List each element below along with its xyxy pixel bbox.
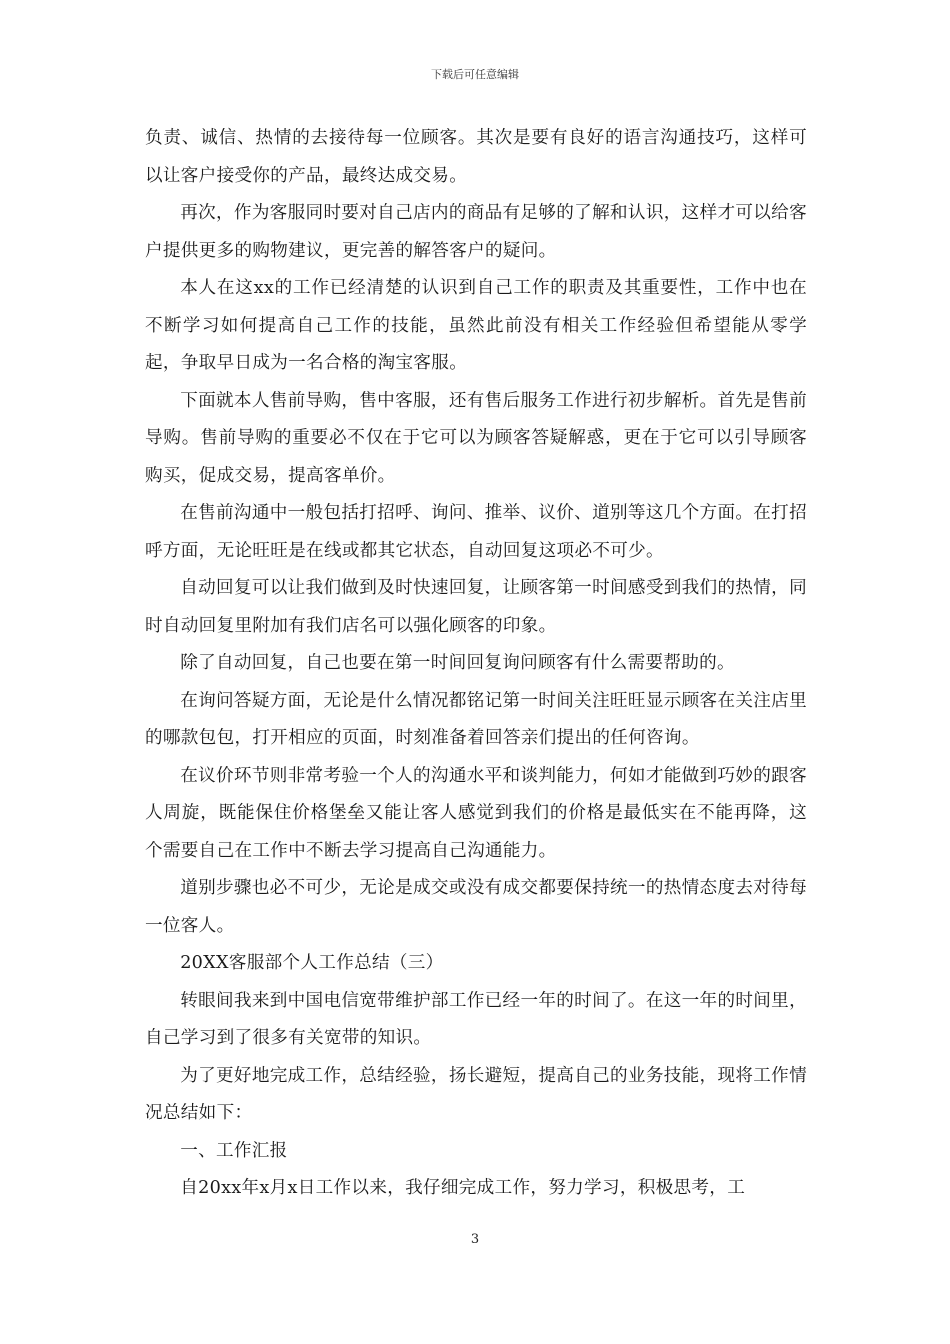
paragraph: 转眼间我来到中国电信宽带维护部工作已经一年的时间了。在这一年的时间里，自己学习到了很多有关宽带的知识。 xyxy=(145,990,807,1048)
paragraph: 在售前沟通中一般包括打招呼、询问、推举、议价、道别等这几个方面。在打招呼方面，无论旺旺是在线或都其它状态，自动回复这项必不可少。 xyxy=(145,503,807,561)
paragraph: 为了更好地完成工作，总结经验，扬长避短，提高自己的业务技能，现将工作情况总结如下： xyxy=(145,1065,807,1123)
page-number: 3 xyxy=(470,1232,480,1247)
paragraph: 自20xx年x月x日工作以来，我仔细完成工作，努力学习，积极思考，工 xyxy=(180,1178,746,1198)
page-header: 下载后可任意编辑 xyxy=(431,68,519,81)
paragraph: 在议价环节则非常考验一个人的沟通水平和谈判能力，何如才能做到巧妙的跟客人周旋，既能保住价格堡垒又能让客人感觉到我们的价格是最低实在不能再降，这个需要自己在工作中不断去学习提高自己沟通能力。 xyxy=(145,765,807,861)
paragraph: 负责、诚信、热情的去接待每一位顾客。其次是要有良好的语言沟通技巧，这样可以让客户接受你的产品，最终达成交易。 xyxy=(145,128,807,186)
document-body xyxy=(145,120,807,1208)
paragraph: 自动回复可以让我们做到及时快速回复，让顾客第一时间感受到我们的热情，同时自动回复里附加有我们店名可以强化顾客的印象。 xyxy=(145,578,807,636)
paragraph: 道别步骤也必不可少，无论是成交或没有成交都要保持统一的热情态度去对待每一位客人。 xyxy=(145,878,807,936)
subsection-heading: 一、工作汇报 xyxy=(180,1140,288,1161)
paragraph: 本人在这xx的工作已经清楚的认识到自己工作的职责及其重要性，工作中也在不断学习如何提高自己工作的技能，虽然此前没有相关工作经验但希望能从零学起，争取早日成为一名合格的淘宝客服。 xyxy=(145,278,807,373)
paragraph: 再次，作为客服同时要对自己店内的商品有足够的了解和认识，这样才可以给客户提供更多的购物建议，更完善的解答客户的疑问。 xyxy=(145,203,807,261)
section-heading: 20XX客服部个人工作总结（三） xyxy=(180,953,444,973)
paragraph: 下面就本人售前导购，售中客服，还有售后服务工作进行初步解析。首先是售前导购。售前导购的重要必不仅在于它可以为顾客答疑解惑，更在于它可以引导顾客购买，促成交易，提高客单价。 xyxy=(145,390,807,486)
paragraph: 在询问答疑方面，无论是什么情况都铭记第一时间关注旺旺显示顾客在关注店里的哪款包包，打开相应的页面，时刻准备着回答亲们提出的任何咨询。 xyxy=(145,690,807,748)
paragraph: 除了自动回复，自己也要在第一时间回复询问顾客有什么需要帮助的。 xyxy=(180,653,735,673)
